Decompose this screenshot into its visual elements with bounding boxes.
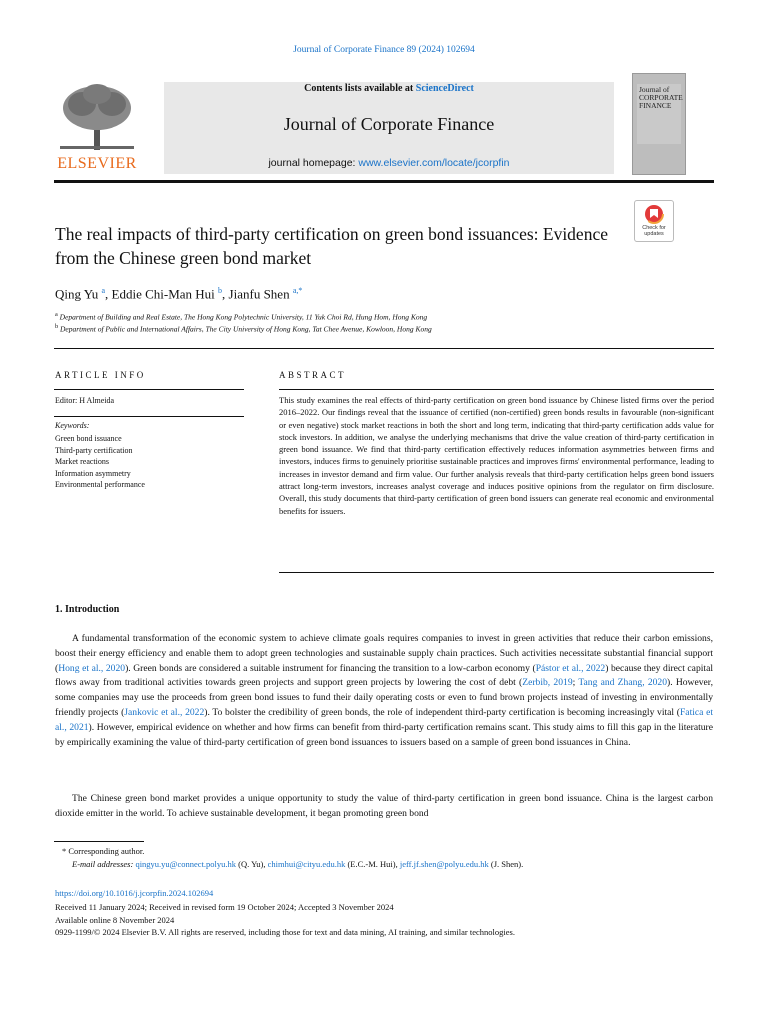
affiliation-marker: a	[55, 311, 58, 318]
contents-prefix: Contents lists available at	[304, 83, 416, 94]
sciencedirect-link[interactable]: ScienceDirect	[415, 83, 474, 94]
cover-title: Journal of CORPORATE FINANCE	[639, 85, 683, 110]
author-affiliation-marker[interactable]: a,*	[292, 286, 303, 295]
email-link[interactable]: qingyu.yu@connect.polyu.hk	[135, 859, 237, 869]
copyright-notice: 0929-1199/© 2024 Elsevier B.V. All rights are reserved, including those for text and data mining, AI training, and similar technologies.	[55, 927, 515, 937]
available-online-date: Available online 8 November 2024	[55, 915, 175, 925]
citation-link[interactable]: Hong et al., 2020	[58, 662, 126, 674]
abstract-divider	[279, 572, 714, 573]
citation-link[interactable]: Fatica et al., 2021	[55, 706, 714, 733]
keyword: Green bond issuance	[55, 434, 122, 443]
section-divider	[54, 348, 714, 349]
citation-link[interactable]: Tang and Zhang, 2020	[578, 677, 668, 689]
introduction-heading: 1. Introduction	[55, 604, 120, 615]
email-link[interactable]: jeff.jf.shen@polyu.edu.hk	[399, 859, 489, 869]
check-updates-icon	[635, 201, 673, 225]
homepage-prefix: journal homepage:	[268, 157, 359, 169]
citation-link[interactable]: Zerbib, 2019	[522, 677, 573, 689]
author-list: Qing Yu $^a$, Eddie Chi-Man Hui $^b$, Jianfu Shen $^{a,*}$	[55, 286, 303, 302]
keywords-label: Keywords:	[55, 421, 90, 430]
intro-paragraph: The Chinese green bond market provides a unique opportunity to study the value of third-party certification in green bond issuance. China is the largest carbon dioxide emitter in the world. To achieve sustainable development, it began promoting green bond	[55, 793, 713, 819]
author-name[interactable]: Jianfu Shen	[228, 286, 290, 302]
keyword: Information asymmetry	[55, 468, 131, 478]
paper-title: The real impacts of third-party certification on green bond issuances: Evidence from the Chinese green bond market	[55, 224, 608, 268]
journal-cover-thumbnail[interactable]	[632, 73, 686, 175]
email-label: E-mail addresses:	[72, 859, 136, 869]
paragraph-text: ). To bolster the credibility of green bonds, the role of independent third-party certification is becoming increasingly vital (	[204, 706, 680, 718]
email-link[interactable]: chimhui@cityu.edu.hk	[267, 859, 346, 869]
author-affiliation-marker[interactable]: b	[218, 286, 223, 295]
journal-reference[interactable]: Journal of Corporate Finance 89 (2024) 102694	[293, 45, 475, 55]
paragraph-text: ). However, empirical evidence on whether and how firms can benefit from third-party certification remains scant. This study aims to fill this gap in the literature by empirically examining the value of third-party certification of green bond issuances to issuers based on a sample of green bond issuances in China.	[55, 721, 713, 748]
affiliation-text: Department of Building and Real Estate, The Hong Kong Polytechnic University, 11 Yuk Choi Rd, Hung Hom, Hong Kong	[59, 312, 428, 322]
affiliation-text: Department of Public and International Affairs, The City University of Hong Kong, Tat Chee Avenue, Kowloon, Hong Kong	[60, 324, 432, 334]
author-name[interactable]: Eddie Chi-Man Hui	[111, 286, 215, 302]
paragraph-text: ). However, some companies may use the proceeds from green bond issues to fund their daily operating costs or even to fund brown projects instead of investing in environmentally friendly projects (	[55, 677, 714, 718]
homepage-line	[164, 157, 614, 169]
publisher-logo-text: ELSEVIER	[57, 155, 137, 172]
email-addresses	[72, 859, 523, 869]
affiliation	[55, 323, 675, 334]
corresponding-author-note: * Corresponding author.	[62, 846, 145, 856]
abstract-heading: ABSTRACT	[279, 370, 347, 380]
received-dates: Received 11 January 2024; Received in revised form 19 October 2024; Accepted 3 November 2024	[55, 902, 394, 912]
keywords-list	[55, 433, 145, 491]
check-updates-label: Check for updates	[642, 225, 666, 237]
paragraph-text: ) because they direct capital flows away from traditional activities towards green projects and support green projects by lowering the cost of debt (	[55, 662, 713, 689]
check-for-updates-badge[interactable]	[634, 200, 674, 242]
footnote-divider	[54, 841, 144, 842]
paragraph-text: A fundamental transformation of the economic system to achieve climate goals requires companies to invest in green activities that reduce their carbon emissions, boost their energy efficiency and enable them to adopt green technologies and sustainable supply chain practices. Such activities necessitate substantial financial support (	[55, 633, 713, 674]
paragraph-text: ;	[572, 677, 579, 689]
email-owner: (E.C.-M. Hui),	[345, 859, 400, 869]
article-info-divider	[54, 389, 244, 390]
keyword: Third-party certification	[55, 445, 133, 455]
affiliation-marker: b	[55, 323, 59, 330]
homepage-link[interactable]: www.elsevier.com/locate/jcorpfin	[358, 157, 510, 169]
keyword: Market reactions	[55, 457, 109, 467]
header-divider	[54, 180, 714, 183]
article-info-heading: ARTICLE INFO	[55, 370, 146, 380]
journal-title: Journal of Corporate Finance	[283, 114, 495, 134]
citation-link[interactable]: Pástor et al., 2022	[535, 662, 606, 674]
citation-link[interactable]: Jankovic et al., 2022	[124, 706, 205, 718]
abstract-text: This study examines the real effects of third-party certification on green bond issuance by Chinese listed firms over the period 2016–2022. Our findings reveal that the issuance of certified (non-certified) green bonds results in favourable (non-significant or even negative) stock market reactions in both the short and long term, indicating that third-party certification adds value for stock investors. In addition, we analyse the underlying mechanisms that drive the value creation of third-party certification in green bond issuance. We find that third-party certification effectively reduces information asymmetries between firms and investors, induces firms to genuinely prioritise sustainable practices and improves firms' environmental performance, leading to increases in investor demand and firm value. Our further analysis reveals that third-party certification helps green bond issuers attract long-term investors, increases analyst coverage and induces positive opinions from the regulator on firm disclosure. Overall, this study documents that third-party certification of green bond issuers can generate real economic and environmental benefits for issuers.	[279, 395, 714, 516]
editor-line: Editor: H Almeida	[55, 396, 115, 405]
author-affiliation-marker[interactable]: a	[101, 286, 106, 295]
intro-paragraph	[55, 632, 713, 750]
paragraph-text: ). Green bonds are considered a suitable instrument for financing the transition to a low-carbon economy (	[125, 662, 536, 674]
abstract-divider	[279, 389, 714, 390]
article-info-divider	[54, 416, 244, 417]
author-name[interactable]: Qing Yu	[55, 286, 99, 302]
email-owner: (Q. Yu),	[236, 859, 268, 869]
contents-line	[164, 83, 614, 94]
keyword: Environmental performance	[55, 480, 145, 490]
email-owner: (J. Shen).	[488, 859, 524, 869]
doi-link[interactable]: https://doi.org/10.1016/j.jcorpfin.2024.102694	[55, 888, 214, 898]
affiliation	[55, 311, 675, 322]
